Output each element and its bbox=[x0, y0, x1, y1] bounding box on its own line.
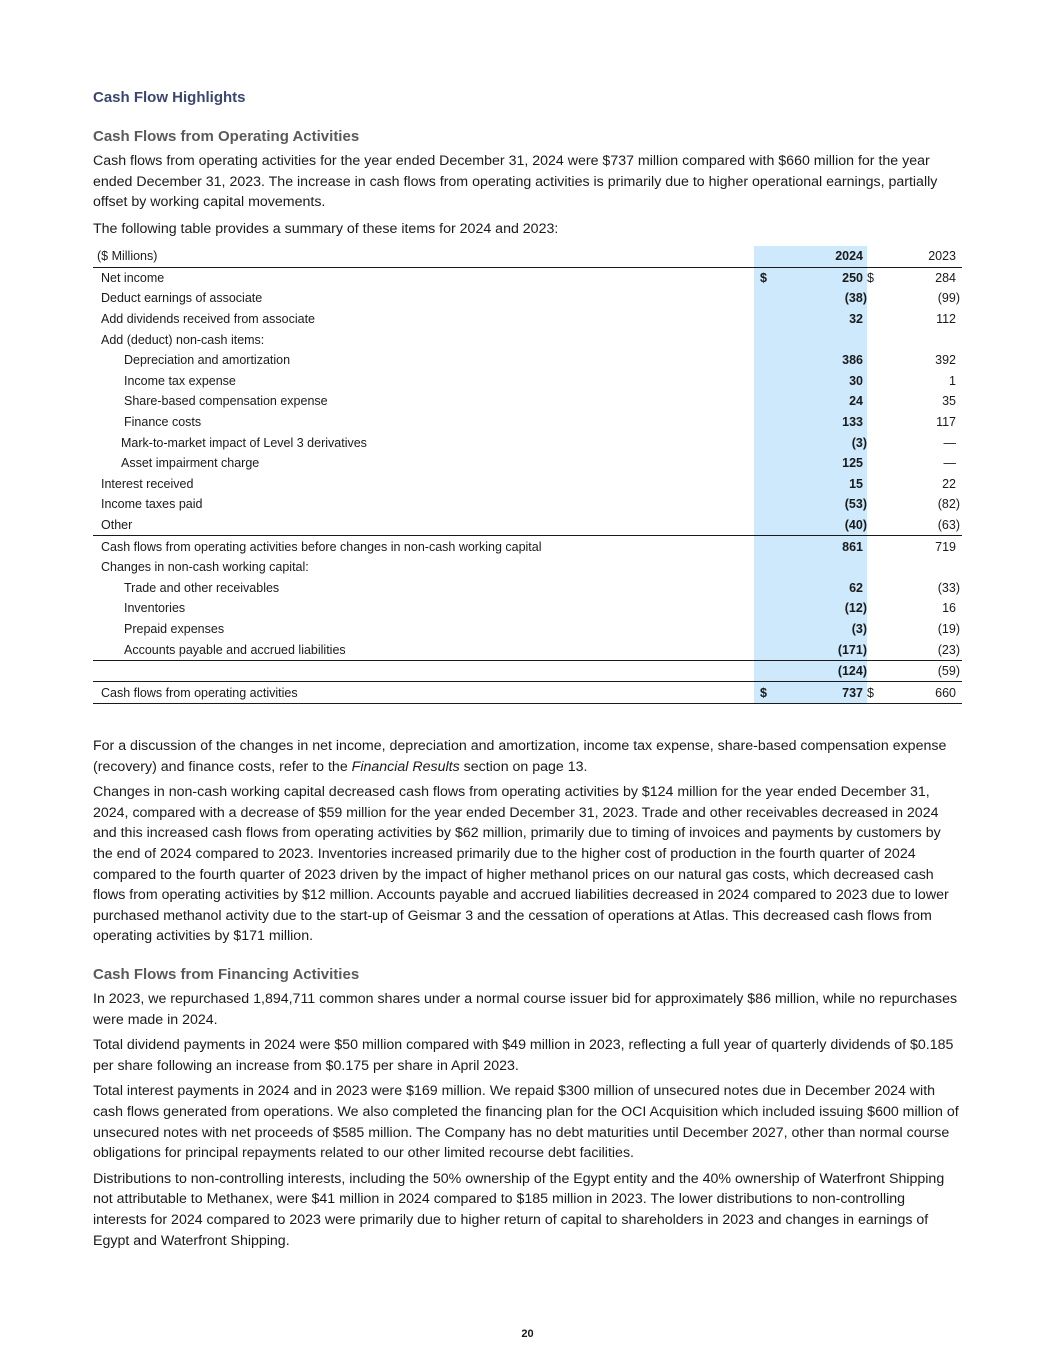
row-label: Interest received bbox=[101, 476, 194, 491]
value-2024: 62 bbox=[788, 578, 867, 599]
value-2023: (19) bbox=[937, 621, 960, 636]
value-2023: (23) bbox=[937, 642, 960, 657]
section-title: Cash Flow Highlights bbox=[93, 89, 246, 106]
row-label: Income taxes paid bbox=[101, 497, 203, 512]
row-label: Finance costs bbox=[124, 415, 202, 430]
discussion-text: For a discussion of the changes in net income, depreciation and amortization, income tax expense, share-based compensation expense (recovery) and finance costs, refer to the bbox=[93, 738, 947, 775]
table-row bbox=[93, 371, 962, 392]
discussion-paragraph-2: Changes in non-cash working capital decreased cash flows from operating activities by $124 million for the year ended December 31, 2024, compared with a decrease of $59 million for the year ended December 31, 2023. Trade and other receivables decreased in 2024 and this increased cash flows from operating activities by $62 million, primarily due to timing of invoices and payments by customers by the end of 2024 compared to 2023. Inventories increased primarily due to the higher cost of production in the fourth quarter of 2024 compared to the fourth quarter of 2023 driven by the impact of higher methanol prices on our natural gas costs, which decreased cash flows from operating activities by $12 million. Accounts payable and accrued liabilities decreased in 2024 compared to 2023 due to lower purchased methanol activity due to the start-up of Geismar 3 and the cessation of operations at Atlas. This decreased cash flows from operating activities by $171 million. bbox=[93, 784, 949, 945]
table-row bbox=[93, 474, 962, 495]
value-2023: 284 bbox=[935, 270, 956, 285]
column-header-2023: 2023 bbox=[889, 246, 962, 267]
value-2024: 15 bbox=[788, 474, 867, 495]
page-number: 20 bbox=[521, 1328, 534, 1340]
value-2024: (3) bbox=[788, 619, 867, 640]
operating-heading: Cash Flows from Operating Activities bbox=[93, 128, 360, 145]
table-row bbox=[93, 639, 962, 660]
table-row bbox=[93, 578, 962, 599]
row-label: Asset impairment charge bbox=[121, 456, 260, 471]
value-2023: — bbox=[943, 435, 956, 450]
value-2023: 117 bbox=[936, 415, 956, 430]
table-header-row bbox=[93, 246, 962, 267]
row-label: Depreciation and amortization bbox=[124, 353, 291, 368]
value-2023: 35 bbox=[942, 394, 956, 409]
value-2023: (59) bbox=[889, 660, 962, 682]
row-label: Share-based compensation expense bbox=[124, 394, 328, 409]
value-2024: 250 bbox=[788, 267, 867, 288]
row-label: Net income bbox=[101, 270, 165, 285]
table-row-total bbox=[93, 682, 962, 704]
operating-paragraph-2: The following table provides a summary of these items for 2024 and 2023: bbox=[93, 220, 559, 237]
value-2024: 125 bbox=[788, 453, 867, 474]
table-row bbox=[93, 412, 962, 433]
table-row bbox=[93, 309, 962, 330]
value-2024: (40) bbox=[788, 515, 867, 536]
table-row bbox=[93, 267, 962, 288]
value-2024: 30 bbox=[788, 371, 867, 392]
value-2023: 22 bbox=[942, 476, 956, 491]
row-label: Mark-to-market impact of Level 3 derivatives bbox=[121, 435, 367, 450]
unit-label: ($ Millions) bbox=[93, 246, 754, 267]
operating-section bbox=[93, 128, 962, 245]
value-2023: 112 bbox=[936, 312, 956, 327]
row-label: Cash flows from operating activities before changes in non-cash working capital bbox=[93, 536, 754, 557]
table-row bbox=[93, 391, 962, 412]
column-header-2024: 2024 bbox=[788, 246, 867, 267]
value-2023: (82) bbox=[937, 497, 960, 512]
currency-symbol: $ bbox=[867, 270, 874, 285]
table-row bbox=[93, 557, 962, 578]
currency-symbol: $ bbox=[867, 682, 875, 704]
row-label: Other bbox=[101, 518, 133, 533]
value-2024: (124) bbox=[788, 660, 867, 682]
table-row bbox=[93, 494, 962, 515]
row-label: Add (deduct) non-cash items: bbox=[101, 332, 265, 347]
financing-paragraph-3: Total interest payments in 2024 and in 2023 were $169 million. We repaid $300 million of unsecured notes due in December 2024 with cash flows generated from operations. We also completed the financing plan for the OCI Acquisition which included issuing $600 million of unsecured notes with net proceeds of $585 million. The Company has no debt maturities until December 2027, other than normal course obligations for principal repayments related to our other limited recourse debt facilities. bbox=[93, 1083, 959, 1162]
table-row bbox=[93, 598, 962, 619]
value-2024: 861 bbox=[788, 536, 867, 557]
row-label bbox=[93, 660, 754, 682]
value-2023: (33) bbox=[937, 580, 960, 595]
value-2023: (99) bbox=[937, 291, 960, 306]
financing-paragraph-2: Total dividend payments in 2024 were $50 million compared with $49 million in 2023, reflecting a full year of quarterly dividends of $0.185 per share following an increase from $0.175 per share in April 2023. bbox=[93, 1037, 954, 1074]
value-2023: 16 bbox=[942, 601, 956, 616]
row-label: Inventories bbox=[124, 601, 186, 616]
financing-heading: Cash Flows from Financing Activities bbox=[93, 966, 360, 983]
discussion-text: section on page 13. bbox=[459, 758, 588, 775]
value-2024: 386 bbox=[788, 350, 867, 371]
financing-paragraph-1: In 2023, we repurchased 1,894,711 common shares under a normal course issuer bid for approximately $86 million, while no repurchases were made in 2024. bbox=[93, 991, 958, 1028]
table-row bbox=[93, 453, 962, 474]
row-label: Prepaid expenses bbox=[124, 621, 225, 636]
operating-paragraph-1: Cash flows from operating activities for the year ended December 31, 2024 were $737 million compared with $660 million for the year ended December 31, 2023. The increase in cash flows from operating activities is primarily due to higher operational earnings, partially offset by working capital movements. bbox=[93, 153, 938, 211]
table-row bbox=[93, 350, 962, 371]
discussion-section bbox=[93, 736, 962, 952]
currency-symbol: $ bbox=[754, 682, 788, 704]
value-2023: 1 bbox=[949, 373, 956, 388]
value-2024: 24 bbox=[788, 391, 867, 412]
table-row bbox=[93, 619, 962, 640]
value-2023: 660 bbox=[889, 682, 962, 704]
row-label: Accounts payable and accrued liabilities bbox=[124, 642, 346, 657]
table-row bbox=[93, 515, 962, 536]
row-label: Trade and other receivables bbox=[124, 580, 280, 595]
table-row bbox=[93, 288, 962, 309]
discussion-paragraph-1 bbox=[93, 736, 962, 777]
value-2024: (12) bbox=[788, 598, 867, 619]
value-2024: (3) bbox=[788, 432, 867, 453]
row-label: Income tax expense bbox=[124, 373, 236, 388]
value-2023: 392 bbox=[935, 353, 956, 368]
value-2024: 737 bbox=[788, 682, 867, 704]
financing-paragraph-4: Distributions to non-controlling interests, including the 50% ownership of the Egypt entity and the 40% ownership of Waterfront Shipping not attributable to Methanex, were $41 million in 2024 compared to $185 million in 2023. The lower distributions to non-controlling interests for 2024 compared to 2023 were primarily due to higher return of capital to shareholders in 2023 and changes in earnings of Egypt and Waterfront Shipping. bbox=[93, 1170, 945, 1249]
value-2024: (38) bbox=[788, 288, 867, 309]
value-2023: (63) bbox=[937, 518, 960, 533]
table-row-subtotal bbox=[93, 660, 962, 682]
value-2024: (53) bbox=[788, 494, 867, 515]
table-row bbox=[93, 432, 962, 453]
currency-symbol: $ bbox=[754, 267, 788, 288]
value-2024: 32 bbox=[788, 309, 867, 330]
row-label: Add dividends received from associate bbox=[101, 312, 316, 327]
row-label: Cash flows from operating activities bbox=[93, 682, 754, 704]
table-row bbox=[93, 329, 962, 350]
financial-results-reference: Financial Results bbox=[351, 758, 460, 775]
value-2024: (171) bbox=[788, 639, 867, 660]
value-2024: 133 bbox=[788, 412, 867, 433]
table-row bbox=[93, 536, 962, 557]
value-2023: 719 bbox=[889, 536, 962, 557]
row-label: Deduct earnings of associate bbox=[101, 291, 263, 306]
value-2023: — bbox=[943, 456, 956, 471]
cash-flow-table bbox=[93, 246, 962, 704]
row-label: Changes in non-cash working capital: bbox=[101, 560, 309, 575]
financing-section bbox=[93, 966, 962, 1256]
